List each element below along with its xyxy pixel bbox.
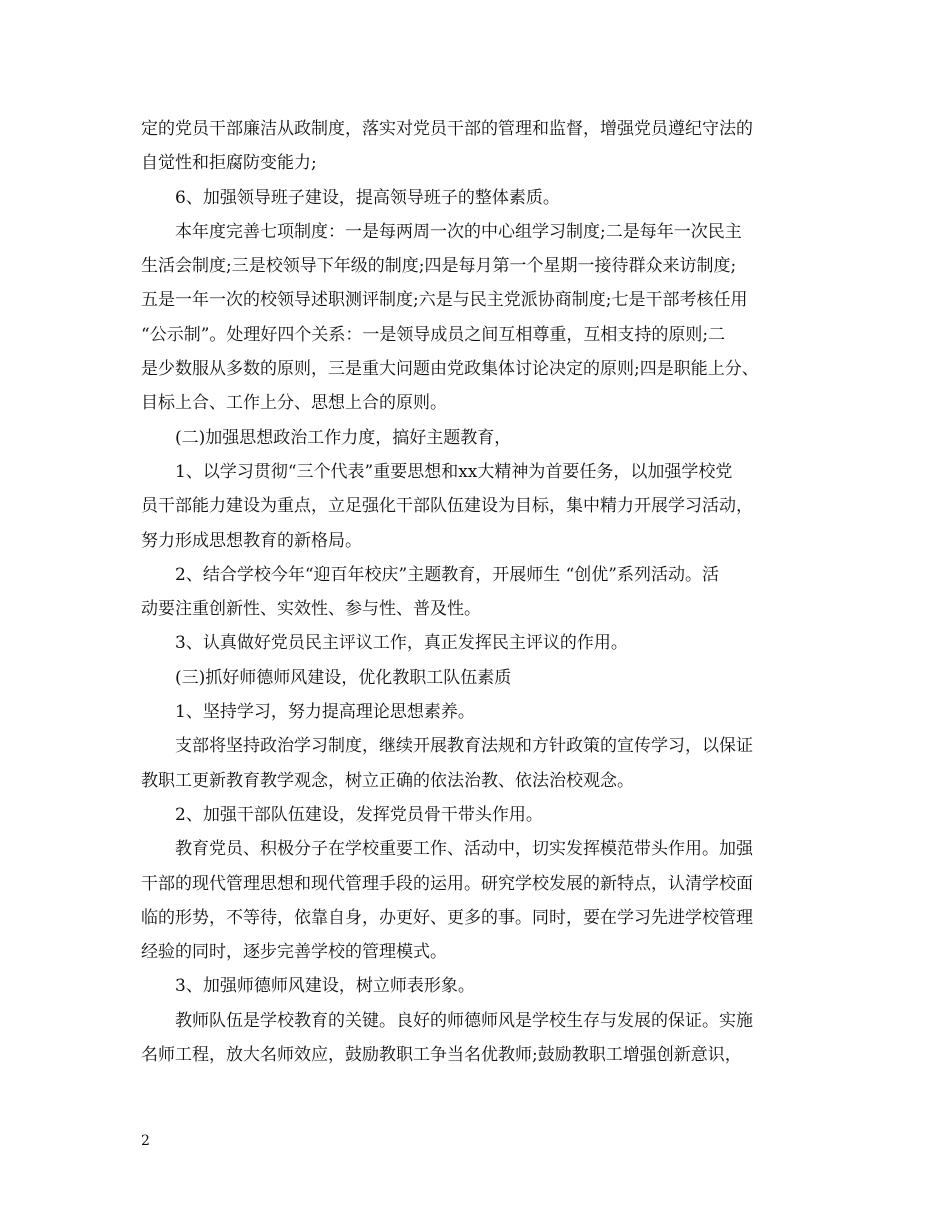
text-line: 五是一年一次的校领导述职测评制度;六是与民主党派协商制度;七是干部考核任用: [141, 290, 748, 311]
text-line: 名师工程，放大名师效应，鼓励教职工争当名优教师;鼓励教职工增强创新意识，: [141, 1045, 742, 1066]
text-line: (三)抓好师德师风建设，优化教职工队伍素质: [175, 667, 512, 688]
text-line: 努力形成思想教育的新格局。: [141, 530, 362, 551]
text-line: 动要注重创新性、实效性、参与性、普及性。: [141, 599, 481, 620]
text-line: 自觉性和拒腐防变能力;: [141, 153, 317, 174]
text-line: 1、坚持学习，努力提高理论思想素养。: [175, 702, 475, 723]
text-line: (二)加强思想政治工作力度，搞好主题教育，: [175, 427, 512, 448]
text-line: “公示制”。处理好四个关系：一是领导成员之间互相尊重，互相支持的原则;二: [141, 324, 726, 345]
text-line: 干部的现代管理思想和现代管理手段的运用。研究学校发展的新特点，认清学校面: [141, 873, 753, 894]
text-line: 本年度完善七项制度：一是每两周一次的中心组学习制度;二是每年一次民主: [175, 221, 742, 242]
text-line: 2、加强干部队伍建设，发挥党员骨干带头作用。: [175, 804, 543, 825]
text-line: 教师队伍是学校教育的关键。良好的师德师风是学校生存与发展的保证。实施: [175, 1010, 753, 1031]
text-line: 临的形势，不等待，依靠自身，办更好、更多的事。同时，要在学习先进学校管理: [141, 907, 753, 928]
text-line: 6、加强领导班子建设，提高领导班子的整体素质。: [175, 187, 560, 208]
text-line: 3、认真做好党员民主评议工作，真正发挥民主评议的作用。: [175, 633, 628, 654]
text-line: 生活会制度;三是校领导下年级的制度;四是每月第一个星期一接待群众来访制度;: [141, 256, 737, 277]
text-line: 目标上合、工作上分、思想上合的原则。: [141, 393, 447, 414]
text-line: 是少数服从多数的原则，三是重大问题由党政集体讨论决定的原则;四是职能上分、: [141, 359, 759, 380]
text-line: 经验的同时，逐步完善学校的管理模式。: [141, 942, 447, 963]
text-line: 员干部能力建设为重点，立足强化干部队伍建设为目标，集中精力开展学习活动，: [141, 496, 753, 517]
text-line: 定的党员干部廉洁从政制度，落实对党员干部的管理和监督，增强党员遵纪守法的: [141, 119, 753, 139]
text-line: 教职工更新教育教学观念，树立正确的依法治教、依法治校观念。: [141, 770, 634, 791]
document-body: [141, 112, 813, 1072]
text-line: 1、以学习贯彻“三个代表”重要思想和xx大精神为首要任务，以加强学校党: [175, 461, 733, 482]
text-line: 2、结合学校今年“迎百年校庆”主题教育，开展师生 “创优”系列活动。活: [175, 564, 719, 585]
text-line: 3、加强师德师风建设，树立师表形象。: [175, 976, 475, 997]
text-line: 教育党员、积极分子在学校重要工作、活动中，切实发挥模范带头作用。加强: [175, 839, 753, 860]
text-line: 支部将坚持政治学习制度，继续开展教育法规和方针政策的宣传学习，以保证: [175, 736, 753, 757]
page-number: 2: [141, 1133, 150, 1149]
